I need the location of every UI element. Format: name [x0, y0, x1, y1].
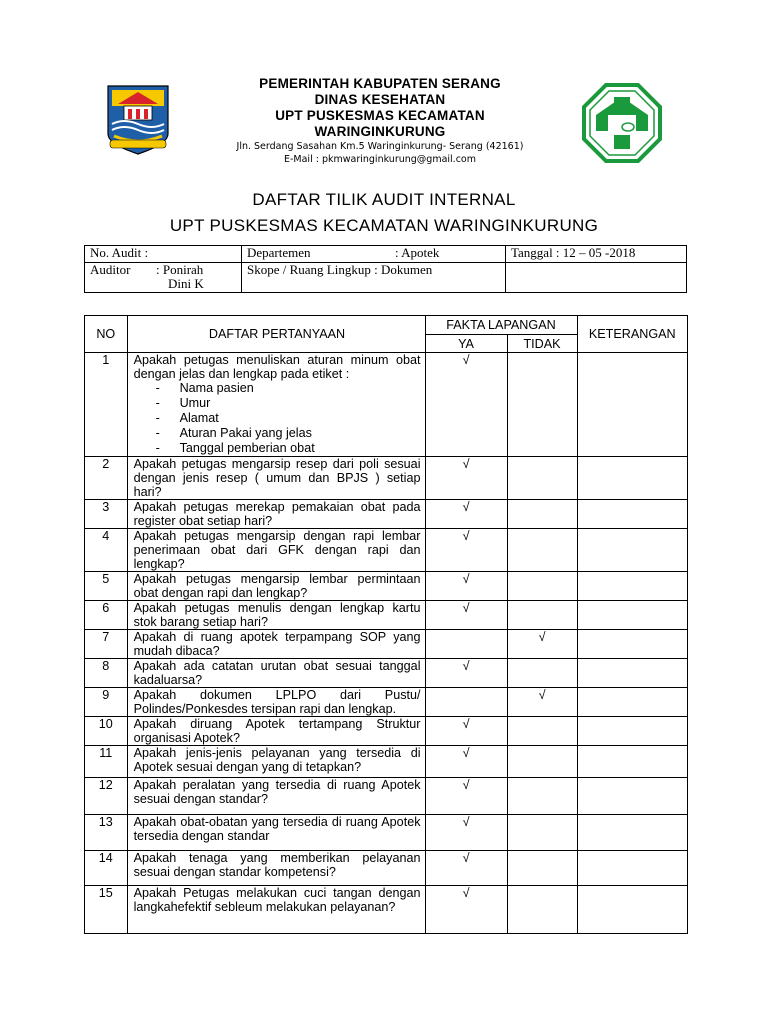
header-keterangan: KETERANGAN: [577, 316, 688, 353]
list-item: - Alamat: [156, 411, 421, 426]
row-no: 15: [85, 886, 128, 934]
row-ya: [425, 851, 507, 886]
row-question: [127, 353, 425, 457]
check-mark: √: [538, 630, 546, 644]
row-ya: [425, 601, 507, 630]
row-tidak: [507, 572, 577, 601]
row-tidak: [507, 815, 577, 851]
table-row: [85, 353, 688, 457]
row-question: Apakah diruang Apotek tertampang Struktur organisasi Apotek?: [127, 717, 425, 746]
row-ya: [425, 815, 507, 851]
table-row: [85, 746, 688, 778]
row-ya: [425, 659, 507, 688]
table-row: [85, 630, 688, 659]
row-no: 13: [85, 815, 128, 851]
check-mark: √: [462, 886, 470, 900]
row-question: Apakah ada catatan urutan obat sesuai tanggal kadaluarsa?: [127, 659, 425, 688]
check-mark: √: [462, 601, 470, 615]
row-question: Apakah petugas merekap pemakaian obat pada register obat setiap hari?: [127, 500, 425, 529]
header-line-1: PEMERINTAH KABUPATEN SERANG: [259, 76, 501, 91]
row-keterangan: [577, 630, 688, 659]
skope-cell: [242, 263, 506, 293]
row-no: 3: [85, 500, 128, 529]
header-no: NO: [85, 316, 128, 353]
audit-info-table: [84, 245, 687, 293]
row-no: 8: [85, 659, 128, 688]
row-tidak: [507, 746, 577, 778]
row-ya: [425, 500, 507, 529]
header-fakta: FAKTA LAPANGAN: [425, 316, 577, 335]
kabupaten-serang-logo: [104, 84, 172, 156]
header-ya: YA: [425, 335, 507, 353]
row-question: Apakah petugas mengarsip dengan rapi lembar penerimaan obat dari GFK dengan rapi dan lengkap?: [127, 529, 425, 572]
row-no: 11: [85, 746, 128, 778]
table-row: [85, 529, 688, 572]
etiket-item-list: [134, 381, 421, 456]
row-keterangan: [577, 851, 688, 886]
list-item: - Tanggal pemberian obat: [156, 441, 421, 456]
row-question: Apakah dokumen LPLPO dari Pustu/ Polindes/Ponkesdes tersipan rapi dan lengkap.: [127, 688, 425, 717]
table-row: [85, 886, 688, 934]
row-no: 12: [85, 778, 128, 815]
row-no: 5: [85, 572, 128, 601]
check-mark: √: [462, 717, 470, 731]
departemen-cell: [242, 246, 506, 263]
tanggal-cell: [506, 246, 687, 263]
list-item: - Aturan Pakai yang jelas: [156, 426, 421, 441]
row-ya: [425, 886, 507, 934]
row-keterangan: [577, 529, 688, 572]
checklist-table: [84, 315, 688, 934]
row-tidak: [507, 529, 577, 572]
check-mark: √: [538, 688, 546, 702]
row-ya: [425, 457, 507, 500]
row-keterangan: [577, 601, 688, 630]
row-question: Apakah petugas mengarsip resep dari poli sesuai dengan jenis resep ( umum dan BPJS ) setiap hari?: [127, 457, 425, 500]
row-tidak: [507, 500, 577, 529]
row-tidak: [507, 601, 577, 630]
check-mark: √: [462, 500, 470, 514]
table-row: [85, 688, 688, 717]
check-mark: √: [462, 659, 470, 673]
row-keterangan: [577, 717, 688, 746]
check-mark: √: [462, 572, 470, 586]
tanggal-label: Tanggal : 12 – 05 -2018: [511, 245, 636, 260]
auditor-label: Auditor: [90, 262, 131, 277]
auditor-name-1: : Ponirah: [156, 262, 204, 277]
row-keterangan: [577, 457, 688, 500]
row-tidak: [507, 353, 577, 457]
header-line-2: DINAS KESEHATAN: [314, 92, 446, 107]
row-no: 4: [85, 529, 128, 572]
row-question: Apakah obat-obatan yang tersedia di ruang Apotek tersedia dengan standar: [127, 815, 425, 851]
row-question: Apakah Petugas melakukan cuci tangan dengan langkahefektif sebleum melakukan pelayanan?: [127, 886, 425, 934]
header-address: Jln. Serdang Sasahan Km.5 Waringinkurung- Serang (42161): [236, 141, 524, 152]
header-line-4: WARINGINKURUNG: [314, 124, 446, 139]
list-item: - Umur: [156, 396, 421, 411]
row-tidak: [507, 688, 577, 717]
row-tidak: [507, 630, 577, 659]
row-ya: [425, 778, 507, 815]
table-row: [85, 572, 688, 601]
table-row: [85, 500, 688, 529]
row-question: Apakah peralatan yang tersedia di ruang Apotek sesuai dengan standar?: [127, 778, 425, 815]
row-ya: [425, 529, 507, 572]
departemen-label: Departemen: [247, 245, 311, 260]
header-email: E-Mail : pkmwaringinkurung@gmail.com: [283, 154, 476, 165]
row-tidak: [507, 778, 577, 815]
row-keterangan: [577, 778, 688, 815]
check-mark: √: [462, 353, 470, 367]
header-line-3: UPT PUSKESMAS KECAMATAN: [275, 108, 485, 123]
row-tidak: [507, 886, 577, 934]
empty-info-cell: [506, 263, 687, 293]
check-mark: √: [462, 815, 470, 829]
row-no: 6: [85, 601, 128, 630]
puskesmas-logo: [582, 83, 662, 163]
row-ya: [425, 353, 507, 457]
auditor-name-2: Dini K: [168, 276, 204, 291]
table-row: [85, 457, 688, 500]
row-question: Apakah di ruang apotek terpampang SOP yang mudah dibaca?: [127, 630, 425, 659]
row-keterangan: [577, 746, 688, 778]
letterhead: [180, 76, 580, 166]
row-question: Apakah jenis-jenis pelayanan yang tersedia di Apotek sesuai dengan yang di tetapkan?: [127, 746, 425, 778]
header-question: DAFTAR PERTANYAAN: [127, 316, 425, 353]
skope-label: Skope / Ruang Lingkup : Dokumen: [247, 262, 433, 277]
row-ya: [425, 717, 507, 746]
row-keterangan: [577, 886, 688, 934]
no-audit-cell: [85, 246, 242, 263]
table-row: [85, 851, 688, 886]
row-no: 14: [85, 851, 128, 886]
document-subtitle: UPT PUSKESMAS KECAMATAN WARINGINKURUNG: [169, 216, 599, 235]
table-row: [85, 717, 688, 746]
row-tidak: [507, 851, 577, 886]
list-item: - Nama pasien: [156, 381, 421, 396]
row-keterangan: [577, 659, 688, 688]
row-no: 1: [85, 353, 128, 457]
row-keterangan: [577, 500, 688, 529]
row-keterangan: [577, 815, 688, 851]
row-ya: [425, 572, 507, 601]
no-audit-label: No. Audit :: [90, 245, 149, 260]
table-row: [85, 778, 688, 815]
departemen-value: : Apotek: [395, 245, 440, 260]
row-tidak: [507, 457, 577, 500]
row-ya: [425, 746, 507, 778]
row-keterangan: [577, 353, 688, 457]
row-keterangan: [577, 572, 688, 601]
check-mark: √: [462, 457, 470, 471]
row-tidak: [507, 659, 577, 688]
auditor-cell: [85, 263, 242, 293]
row-no: 2: [85, 457, 128, 500]
row-ya: [425, 630, 507, 659]
document-title: DAFTAR TILIK AUDIT INTERNAL: [252, 190, 516, 209]
row-no: 7: [85, 630, 128, 659]
table-row: [85, 815, 688, 851]
row-ya: [425, 688, 507, 717]
check-mark: √: [462, 851, 470, 865]
row-question: Apakah petugas menulis dengan lengkap kartu stok barang setiap hari?: [127, 601, 425, 630]
row-keterangan: [577, 688, 688, 717]
check-mark: √: [462, 529, 470, 543]
row-tidak: [507, 717, 577, 746]
header-tidak: TIDAK: [507, 335, 577, 353]
row-question-text: Apakah petugas menuliskan aturan minum obat dengan jelas dan lengkap pada etiket :: [133, 353, 421, 381]
row-question: Apakah petugas mengarsip lembar permintaan obat dengan rapi dan lengkap?: [127, 572, 425, 601]
row-no: 9: [85, 688, 128, 717]
row-question: Apakah tenaga yang memberikan pelayanan sesuai dengan standar kompetensi?: [127, 851, 425, 886]
table-row: [85, 601, 688, 630]
row-no: 10: [85, 717, 128, 746]
check-mark: √: [462, 746, 470, 760]
table-row: [85, 659, 688, 688]
check-mark: √: [462, 778, 470, 792]
